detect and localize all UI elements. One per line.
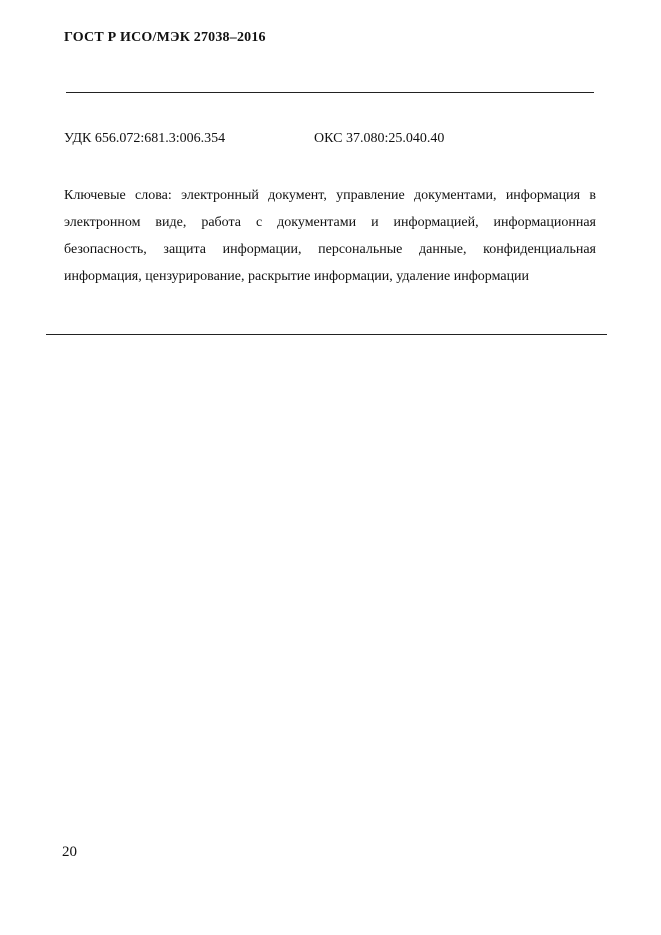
keywords-paragraph: Ключевые слова: электронный документ, управление документами, информация в электронном виде, работа с документами и информацией, информационная безопасность, защита информации, персональные данные, конфиденциальная информация, цензурирование, раскрытие информации, удаление информации xyxy=(64,188,596,284)
bottom-divider xyxy=(46,334,607,335)
page-number: 20 xyxy=(62,844,77,860)
udk-code: УДК 656.072:681.3:006.354 xyxy=(64,131,226,146)
top-divider xyxy=(66,92,594,93)
document-header-title: ГОСТ Р ИСО/МЭК 27038–2016 xyxy=(64,30,266,45)
oks-code: ОКС 37.080:25.040.40 xyxy=(314,131,445,146)
